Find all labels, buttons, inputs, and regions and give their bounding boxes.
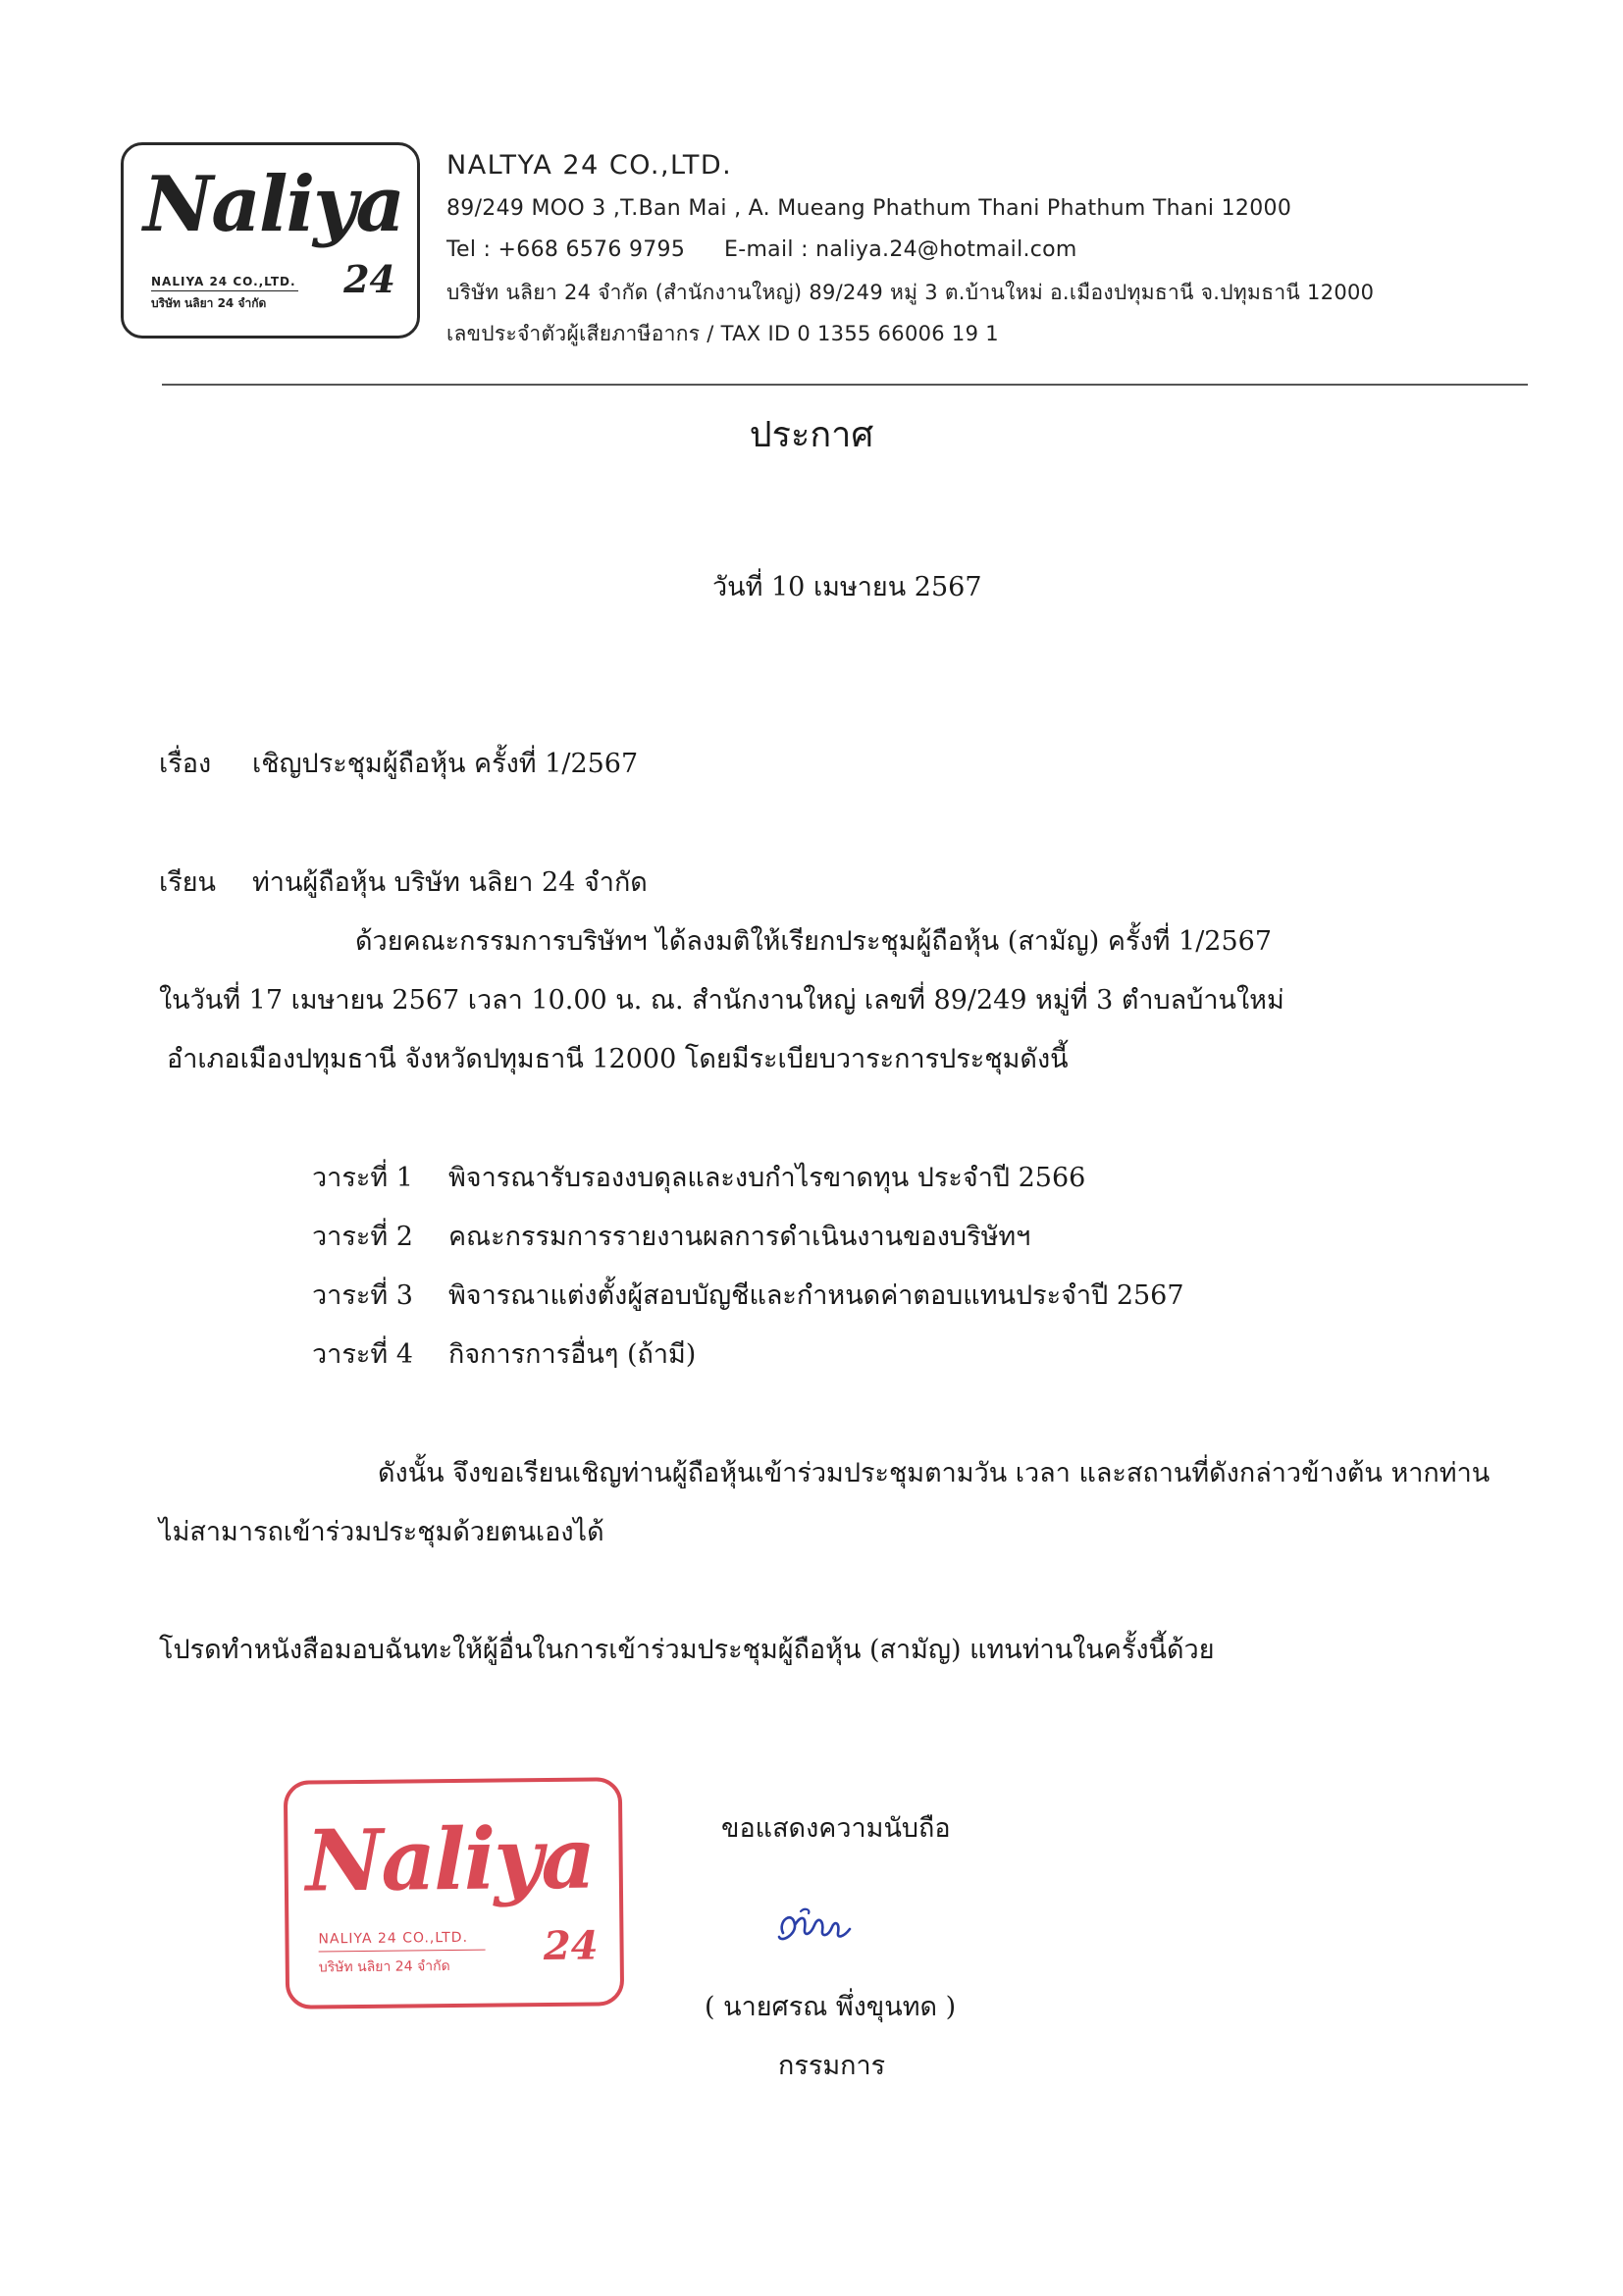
intro-line-1: ด้วยคณะกรรมการบริษัทฯ ได้ลงมติให้เรียกประชุมผู้ถือหุ้น (สามัญ) ครั้งที่ 1/2567: [355, 926, 1273, 957]
agenda-item-label: วาระที่ 2: [312, 1222, 413, 1252]
company-address-en: 89/249 MOO 3 ,T.Ban Mai , A. Mueang Phathum Thani Phathum Thani 12000: [446, 196, 1292, 221]
regards-text: ขอแสดงความนับถือ: [721, 1813, 951, 1844]
recipient-label: เรียน: [159, 867, 217, 898]
logo-divider: [151, 290, 298, 291]
recipient-text: ท่านผู้ถือหุ้น บริษัท นลิยา 24 จำกัด: [252, 867, 648, 898]
logo-script-text: Naliya: [143, 160, 403, 249]
logo-company-th: บริษัท นลิยา 24 จำกัด: [151, 296, 267, 310]
company-name: NALTYA 24 CO.,LTD.: [446, 150, 733, 181]
agenda-item-label: วาระที่ 1: [312, 1163, 413, 1193]
agenda-item-text: คณะกรรมการรายงานผลการดำเนินงานของบริษัทฯ: [448, 1222, 1031, 1252]
company-tel: Tel : +668 6576 9795: [446, 237, 686, 262]
agenda-item-text: พิจารณารับรองงบดุลและงบกำไรขาดทุน ประจำปี 2566: [448, 1163, 1086, 1193]
logo-company-en: NALIYA 24 CO.,LTD.: [151, 275, 296, 288]
agenda-item-text: กิจการการอื่นๆ (ถ้ามี): [448, 1339, 697, 1370]
stamp-number: 24: [543, 1922, 599, 1970]
closing-line-1: ดังนั้น จึงขอเรียนเชิญท่านผู้ถือหุ้นเข้าร่วมประชุมตามวัน เวลา และสถานที่ดังกล่าวข้างต้น หากท่าน: [378, 1458, 1491, 1488]
closing-line-2: ไม่สามารถเข้าร่วมประชุมด้วยตนเองได้: [159, 1517, 604, 1547]
logo-number: 24: [343, 257, 395, 301]
stamp-divider: [319, 1950, 486, 1953]
intro-line-3: อำเภอเมืองปทุมธานี จังหวัดปทุมธานี 12000 โดยมีระเบียบวาระการประชุมดังนี้: [167, 1044, 1069, 1074]
company-logo: [121, 142, 420, 339]
stamp-script-text: Naliya: [305, 1808, 595, 1911]
company-stamp: [284, 1777, 624, 2009]
intro-line-2: ในวันที่ 17 เมษายน 2567 เวลา 10.00 น. ณ. สำนักงานใหญ่ เลขที่ 89/249 หมู่ที่ 3 ตำบลบ้านใหม่: [159, 985, 1284, 1016]
company-address-th: บริษัท นลิยา 24 จำกัด (สำนักงานใหญ่) 89/249 หมู่ 3 ต.บ้านใหม่ อ.เมืองปทุมธานี จ.ปทุมธานี 12000: [446, 281, 1375, 304]
agenda-item-label: วาระที่ 3: [312, 1280, 413, 1311]
subject-text: เชิญประชุมผู้ถือหุ้น ครั้งที่ 1/2567: [252, 749, 639, 779]
subject-label: เรื่อง: [159, 749, 212, 779]
proxy-request: โปรดทำหนังสือมอบฉันทะให้ผู้อื่นในการเข้าร่วมประชุมผู้ถือหุ้น (สามัญ) แทนท่านในครั้งนี้ด้วย: [159, 1635, 1215, 1665]
company-tax-id: เลขประจำตัวผู้เสียภาษีอากร / TAX ID 0 1355 66006 19 1: [446, 322, 999, 345]
company-email: E-mail : naliya.24@hotmail.com: [724, 237, 1077, 262]
signatory-name: ( นายศรณ พึ่งขุนทด ): [705, 1992, 957, 2022]
announcement-date: วันที่ 10 เมษายน 2567: [712, 572, 982, 602]
stamp-company-th: บริษัท นลิยา 24 จำกัด: [318, 1958, 450, 1976]
header-divider: [162, 384, 1528, 386]
signatory-position: กรรมการ: [778, 2051, 886, 2081]
stamp-company-en: NALIYA 24 CO.,LTD.: [318, 1929, 469, 1948]
announcement-heading: ประกาศ: [749, 415, 874, 455]
agenda-item-label: วาระที่ 4: [312, 1339, 413, 1370]
agenda-item-text: พิจารณาแต่งตั้งผู้สอบบัญชีและกำหนดค่าตอบแทนประจำปี 2567: [448, 1280, 1184, 1311]
handwritten-signature: [771, 1904, 862, 1949]
